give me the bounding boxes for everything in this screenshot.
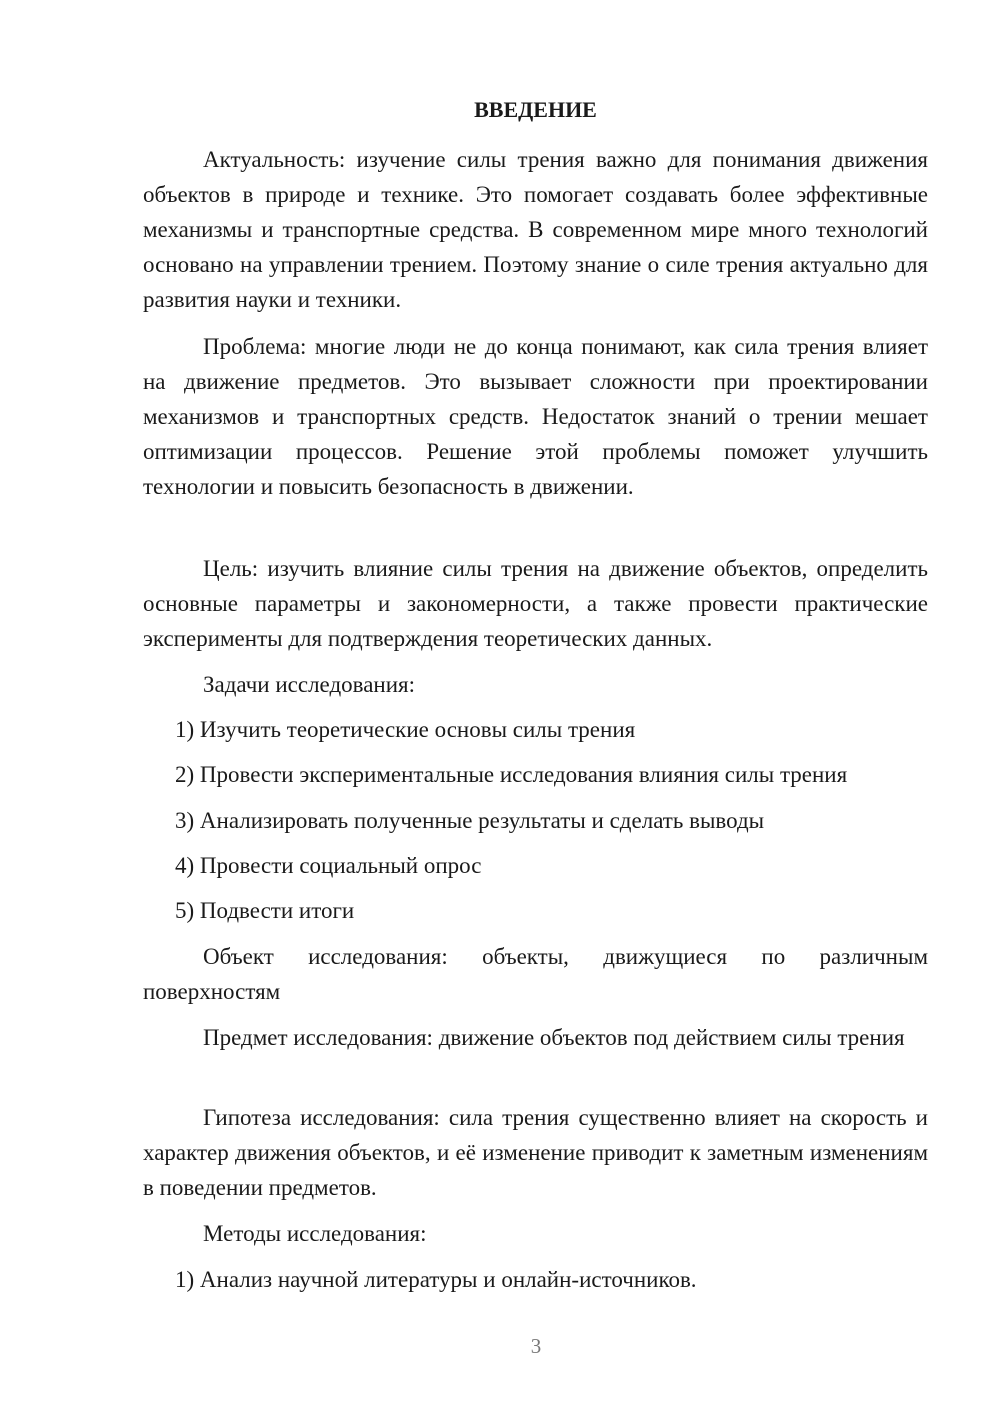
page-title: ВВЕДЕНИЕ	[474, 97, 597, 122]
hypothesis-paragraph: Гипотеза исследования: сила трения существенно влияет на скорость и характер движения объектов, и её изменение приводит к заметным изменениям в поведении предметов.	[143, 1105, 928, 1200]
task-item: 3) Анализировать полученные результаты и сделать выводы	[175, 808, 765, 833]
method-item: 1) Анализ научной литературы и онлайн-источников.	[175, 1267, 697, 1292]
problem-paragraph: Проблема: многие люди не до конца понимают, как сила трения влияет на движение предметов. Это вызывает сложности при проектировании механизмов и транспортных средств. Недостаток знаний о трении мешает оптимизации процессов. Решение этой проблемы поможет улучшить технологии и повысить безопасность в движении.	[143, 334, 928, 499]
task-item: 2) Провести экспериментальные исследования влияния силы трения	[175, 762, 848, 787]
page-number: 3	[530, 1334, 542, 1358]
subject-paragraph: Предмет исследования: движение объектов под действием силы трения	[203, 1025, 905, 1050]
object-paragraph: Объект исследования: объекты, движущиеся по различным поверхностям	[143, 944, 928, 1004]
tasks-heading: Задачи исследования:	[203, 672, 416, 697]
goal-paragraph: Цель: изучить влияние силы трения на движение объектов, определить основные параметры и закономерности, а также провести практические эксперименты для подтверждения теоретических данных.	[143, 556, 928, 651]
methods-heading: Методы исследования:	[203, 1221, 427, 1246]
task-item: 5) Подвести итоги	[175, 898, 355, 923]
relevance-paragraph: Актуальность: изучение силы трения важно для понимания движения объектов в природе и технике. Это помогает создавать более эффективные механизмы и транспортные средства. В современном мире много технологий основано на управлении трением. Поэтому знание о силе трения актуально для развития науки и техники.	[143, 147, 928, 312]
task-item: 1) Изучить теоретические основы силы трения	[175, 717, 636, 742]
task-item: 4) Провести социальный опрос	[175, 853, 482, 878]
